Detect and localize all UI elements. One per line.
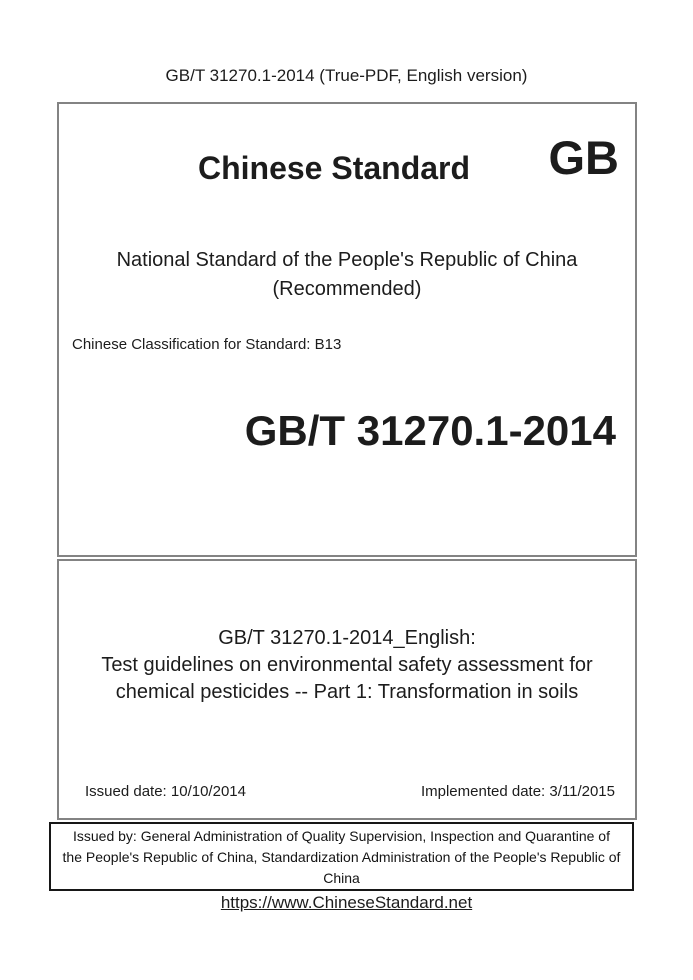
english-title-line2: Test guidelines on environmental safety assessment for: [101, 654, 593, 676]
english-title: [59, 625, 635, 706]
standard-type: [59, 246, 635, 304]
title-box: [57, 559, 637, 820]
issuer-line1: Issued by: General Administration of Quality Supervision, Inspection and Quarantine of: [73, 828, 610, 844]
footer: [0, 893, 693, 913]
page-header-title: GB/T 31270.1-2014 (True-PDF, English version): [165, 66, 528, 85]
standard-type-line1: National Standard of the People's Republic of China: [116, 249, 578, 271]
english-title-line3: chemical pesticides -- Part 1: Transformation in soils: [115, 681, 579, 703]
dates-row: [85, 783, 615, 801]
classification-label: Chinese Classification for Standard: B13: [72, 336, 342, 353]
issuer-statement: [51, 824, 632, 889]
issuer-line3: China: [323, 870, 360, 886]
issuer-box: [49, 822, 634, 891]
issued-date-label: Issued date: 10/10/2014: [85, 783, 246, 800]
issuer-line2: the People's Republic of China, Standardization Administration of the People's Republic of: [62, 849, 621, 865]
standard-number: GB/T 31270.1-2014: [244, 407, 616, 454]
gb-logo: GB: [548, 131, 619, 184]
website-link[interactable]: https://www.ChineseStandard.net: [220, 893, 473, 912]
cover-box: [57, 102, 637, 557]
implemented-date-label: Implemented date: 3/11/2015: [420, 783, 615, 800]
english-title-line1: GB/T 31270.1-2014_English:: [218, 627, 476, 649]
brand-title: Chinese Standard: [197, 150, 471, 186]
standard-type-line2: (Recommended): [272, 278, 422, 300]
